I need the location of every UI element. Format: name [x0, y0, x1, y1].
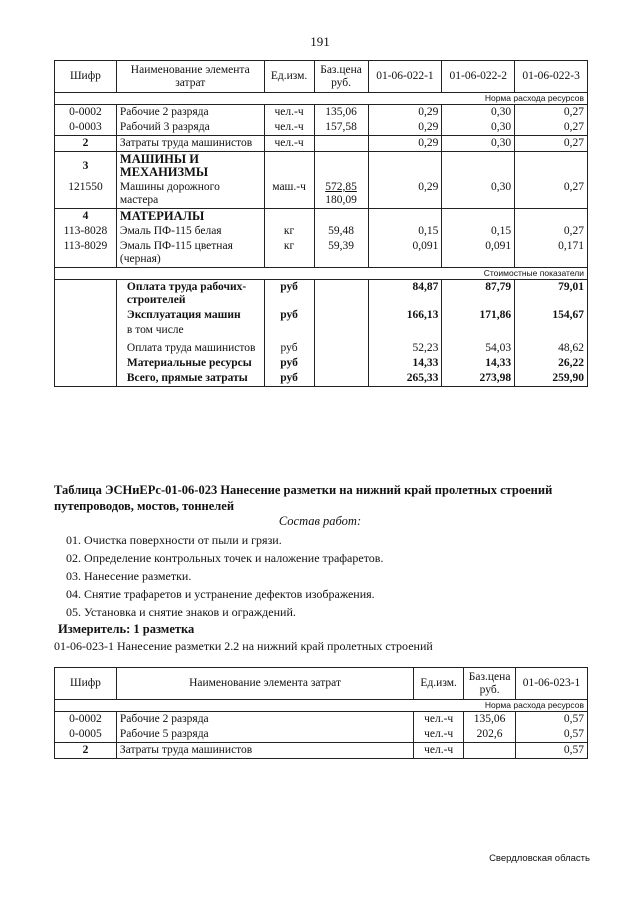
price-cell: 202,6 — [464, 727, 516, 743]
name-cell: Эмаль ПФ-115 белая — [116, 224, 264, 239]
header-cell: 01-06-023-1 — [516, 668, 588, 700]
measurement-unit: Измеритель: 1 разметка — [58, 622, 195, 636]
code-cell: 121550 — [55, 180, 117, 209]
value-cell: 154,67 — [515, 308, 588, 323]
table-title: Таблица ЭСНиЕРс-01-06-023 Нанесение разметки на нижний край пролетных строений путепроводов, мостов, тоннелей — [54, 483, 553, 513]
table-row — [55, 105, 588, 121]
cost-name: Эксплуатация машин — [116, 308, 264, 323]
value-cell: 0,091 — [368, 239, 442, 268]
table-row — [55, 136, 588, 152]
name-cell: Затраты труда машинистов — [116, 743, 413, 759]
value-cell: 0,27 — [515, 120, 588, 136]
table-row — [55, 224, 588, 239]
value-cell: 0,30 — [442, 105, 515, 121]
name-cell: Рабочий 3 разряда — [116, 120, 264, 136]
value-cell: 0,27 — [515, 224, 588, 239]
section-label: Норма расхода ресурсов — [55, 93, 588, 105]
work-list — [66, 531, 383, 621]
value-cell: 0,27 — [515, 105, 588, 121]
unit-cell: чел.-ч — [264, 120, 314, 136]
value-cell: 273,98 — [442, 371, 515, 387]
cost-name: Оплата труда рабочих-строителей — [116, 280, 264, 309]
header-cell: Баз.цена руб. — [464, 668, 516, 700]
table-header — [55, 668, 588, 700]
table-row — [55, 120, 588, 136]
value-cell: 52,23 — [368, 341, 442, 356]
code-cell: 113-8029 — [55, 239, 117, 268]
unit-cell: чел.-ч — [414, 727, 464, 743]
unit-cell: чел.-ч — [264, 105, 314, 121]
unit-cell: руб — [264, 280, 314, 309]
section-label: Стоимостные показатели — [55, 268, 588, 280]
price-cell: 59,39 — [314, 239, 368, 268]
code-cell: 2 — [55, 136, 117, 152]
cost-row — [55, 371, 588, 387]
code-cell: 0-0002 — [55, 105, 117, 121]
price-top: 572,85 — [325, 181, 357, 193]
value-cell: 0,57 — [516, 712, 588, 728]
value-cell: 0,29 — [368, 180, 442, 209]
cost-row — [55, 356, 588, 371]
cost-name: Материальные ресурсы — [116, 356, 264, 371]
value-cell: 0,29 — [368, 120, 442, 136]
section-label: Норма расхода ресурсов — [55, 700, 588, 712]
value-cell: 84,87 — [368, 280, 442, 309]
header-cell: Баз.цена руб. — [314, 61, 368, 93]
value-cell: 0,27 — [515, 136, 588, 152]
value-cell: 0,29 — [368, 105, 442, 121]
subtitle: 01-06-023-1 Нанесение разметки 2.2 на нижний край пролетных строений — [54, 639, 433, 653]
price-cell: 157,58 — [314, 120, 368, 136]
group-title: МАТЕРИАЛЫ — [116, 209, 264, 225]
value-cell: 265,33 — [368, 371, 442, 387]
unit-cell: кг — [264, 239, 314, 268]
value-cell: 87,79 — [442, 280, 515, 309]
group-row — [55, 152, 588, 181]
price-cell — [314, 180, 368, 209]
unit-cell: чел.-ч — [414, 712, 464, 728]
cost-row — [55, 341, 588, 356]
value-cell: 0,15 — [368, 224, 442, 239]
code-cell: 0-0003 — [55, 120, 117, 136]
value-cell: 79,01 — [515, 280, 588, 309]
value-cell: 171,86 — [442, 308, 515, 323]
table-row — [55, 239, 588, 268]
code-cell: 113-8028 — [55, 224, 117, 239]
cost-row — [55, 323, 588, 341]
value-cell: 14,33 — [368, 356, 442, 371]
price-cell: 135,06 — [464, 712, 516, 728]
price-cell: 59,48 — [314, 224, 368, 239]
unit-cell: руб — [264, 356, 314, 371]
name-cell: Эмаль ПФ-115 цветная (черная) — [116, 239, 264, 268]
value-cell: 166,13 — [368, 308, 442, 323]
list-item: 01. Очистка поверхности от пыли и грязи. — [66, 533, 282, 547]
code-cell: 0-0002 — [55, 712, 117, 728]
table-row — [55, 712, 588, 728]
code-cell: 3 — [55, 152, 117, 181]
list-item: 03. Нанесение разметки. — [66, 569, 192, 583]
unit-cell: чел.-ч — [414, 743, 464, 759]
value-cell: 0,171 — [515, 239, 588, 268]
header-cell: Наименование элемента затрат — [116, 668, 413, 700]
code-cell: 4 — [55, 209, 117, 225]
resource-table-1 — [54, 60, 588, 387]
cost-name: Всего, прямые затраты — [116, 371, 264, 387]
value-cell: 0,27 — [515, 180, 588, 209]
price-cell — [464, 743, 516, 759]
code-cell: 0-0005 — [55, 727, 117, 743]
value-cell: 54,03 — [442, 341, 515, 356]
value-cell: 0,57 — [516, 743, 588, 759]
page-number: 191 — [310, 34, 330, 49]
header-cell: Наименование элемента затрат — [116, 61, 264, 93]
table-row — [55, 743, 588, 759]
list-item: 05. Установка и снятие знаков и ограждений. — [66, 605, 296, 619]
list-item: 04. Снятие трафаретов и устранение дефектов изображения. — [66, 587, 375, 601]
resource-table-2 — [54, 667, 588, 759]
header-cell: 01-06-022-2 — [442, 61, 515, 93]
unit-cell: руб — [264, 341, 314, 356]
group-row — [55, 209, 588, 225]
group-title: МАШИНЫ И МЕХАНИЗМЫ — [116, 152, 264, 181]
value-cell: 0,091 — [442, 239, 515, 268]
name-cell: Затраты труда машинистов — [116, 136, 264, 152]
value-cell: 0,30 — [442, 136, 515, 152]
work-composition-heading: Состав работ: — [278, 514, 362, 528]
header-cell: Ед.изм. — [264, 61, 314, 93]
value-cell: 0,30 — [442, 180, 515, 209]
table-header — [55, 61, 588, 93]
table-row — [55, 727, 588, 743]
header-cell: Шифр — [55, 61, 117, 93]
value-cell: 0,57 — [516, 727, 588, 743]
header-cell: 01-06-022-1 — [368, 61, 442, 93]
value-cell: 259,90 — [515, 371, 588, 387]
name-cell: Рабочие 2 разряда — [116, 105, 264, 121]
cost-name: в том числе — [116, 323, 264, 341]
name-cell: Рабочие 5 разряда — [116, 727, 413, 743]
unit-cell: руб — [264, 308, 314, 323]
cost-row — [55, 280, 588, 309]
header-cell: Ед.изм. — [414, 668, 464, 700]
header-cell: Шифр — [55, 668, 117, 700]
price-cell — [314, 136, 368, 152]
table-row — [55, 180, 588, 209]
price-bottom: 180,09 — [325, 194, 357, 206]
value-cell: 14,33 — [442, 356, 515, 371]
name-cell: Машины дорожного мастера — [116, 180, 264, 209]
name-cell: Рабочие 2 разряда — [116, 712, 413, 728]
header-cell: 01-06-022-3 — [515, 61, 588, 93]
list-item: 02. Определение контрольных точек и наложение трафаретов. — [66, 551, 384, 565]
price-cell: 135,06 — [314, 105, 368, 121]
cost-name: Оплата труда машинистов — [116, 341, 264, 356]
code-cell: 2 — [55, 743, 117, 759]
cost-row — [55, 308, 588, 323]
unit-cell: кг — [264, 224, 314, 239]
value-cell: 0,29 — [368, 136, 442, 152]
footer-region: Свердловская область — [489, 853, 590, 864]
value-cell: 26,22 — [515, 356, 588, 371]
unit-cell: руб — [264, 371, 314, 387]
unit-cell: чел.-ч — [264, 136, 314, 152]
value-cell: 48,62 — [515, 341, 588, 356]
unit-cell: маш.-ч — [264, 180, 314, 209]
value-cell: 0,15 — [442, 224, 515, 239]
value-cell: 0,30 — [442, 120, 515, 136]
